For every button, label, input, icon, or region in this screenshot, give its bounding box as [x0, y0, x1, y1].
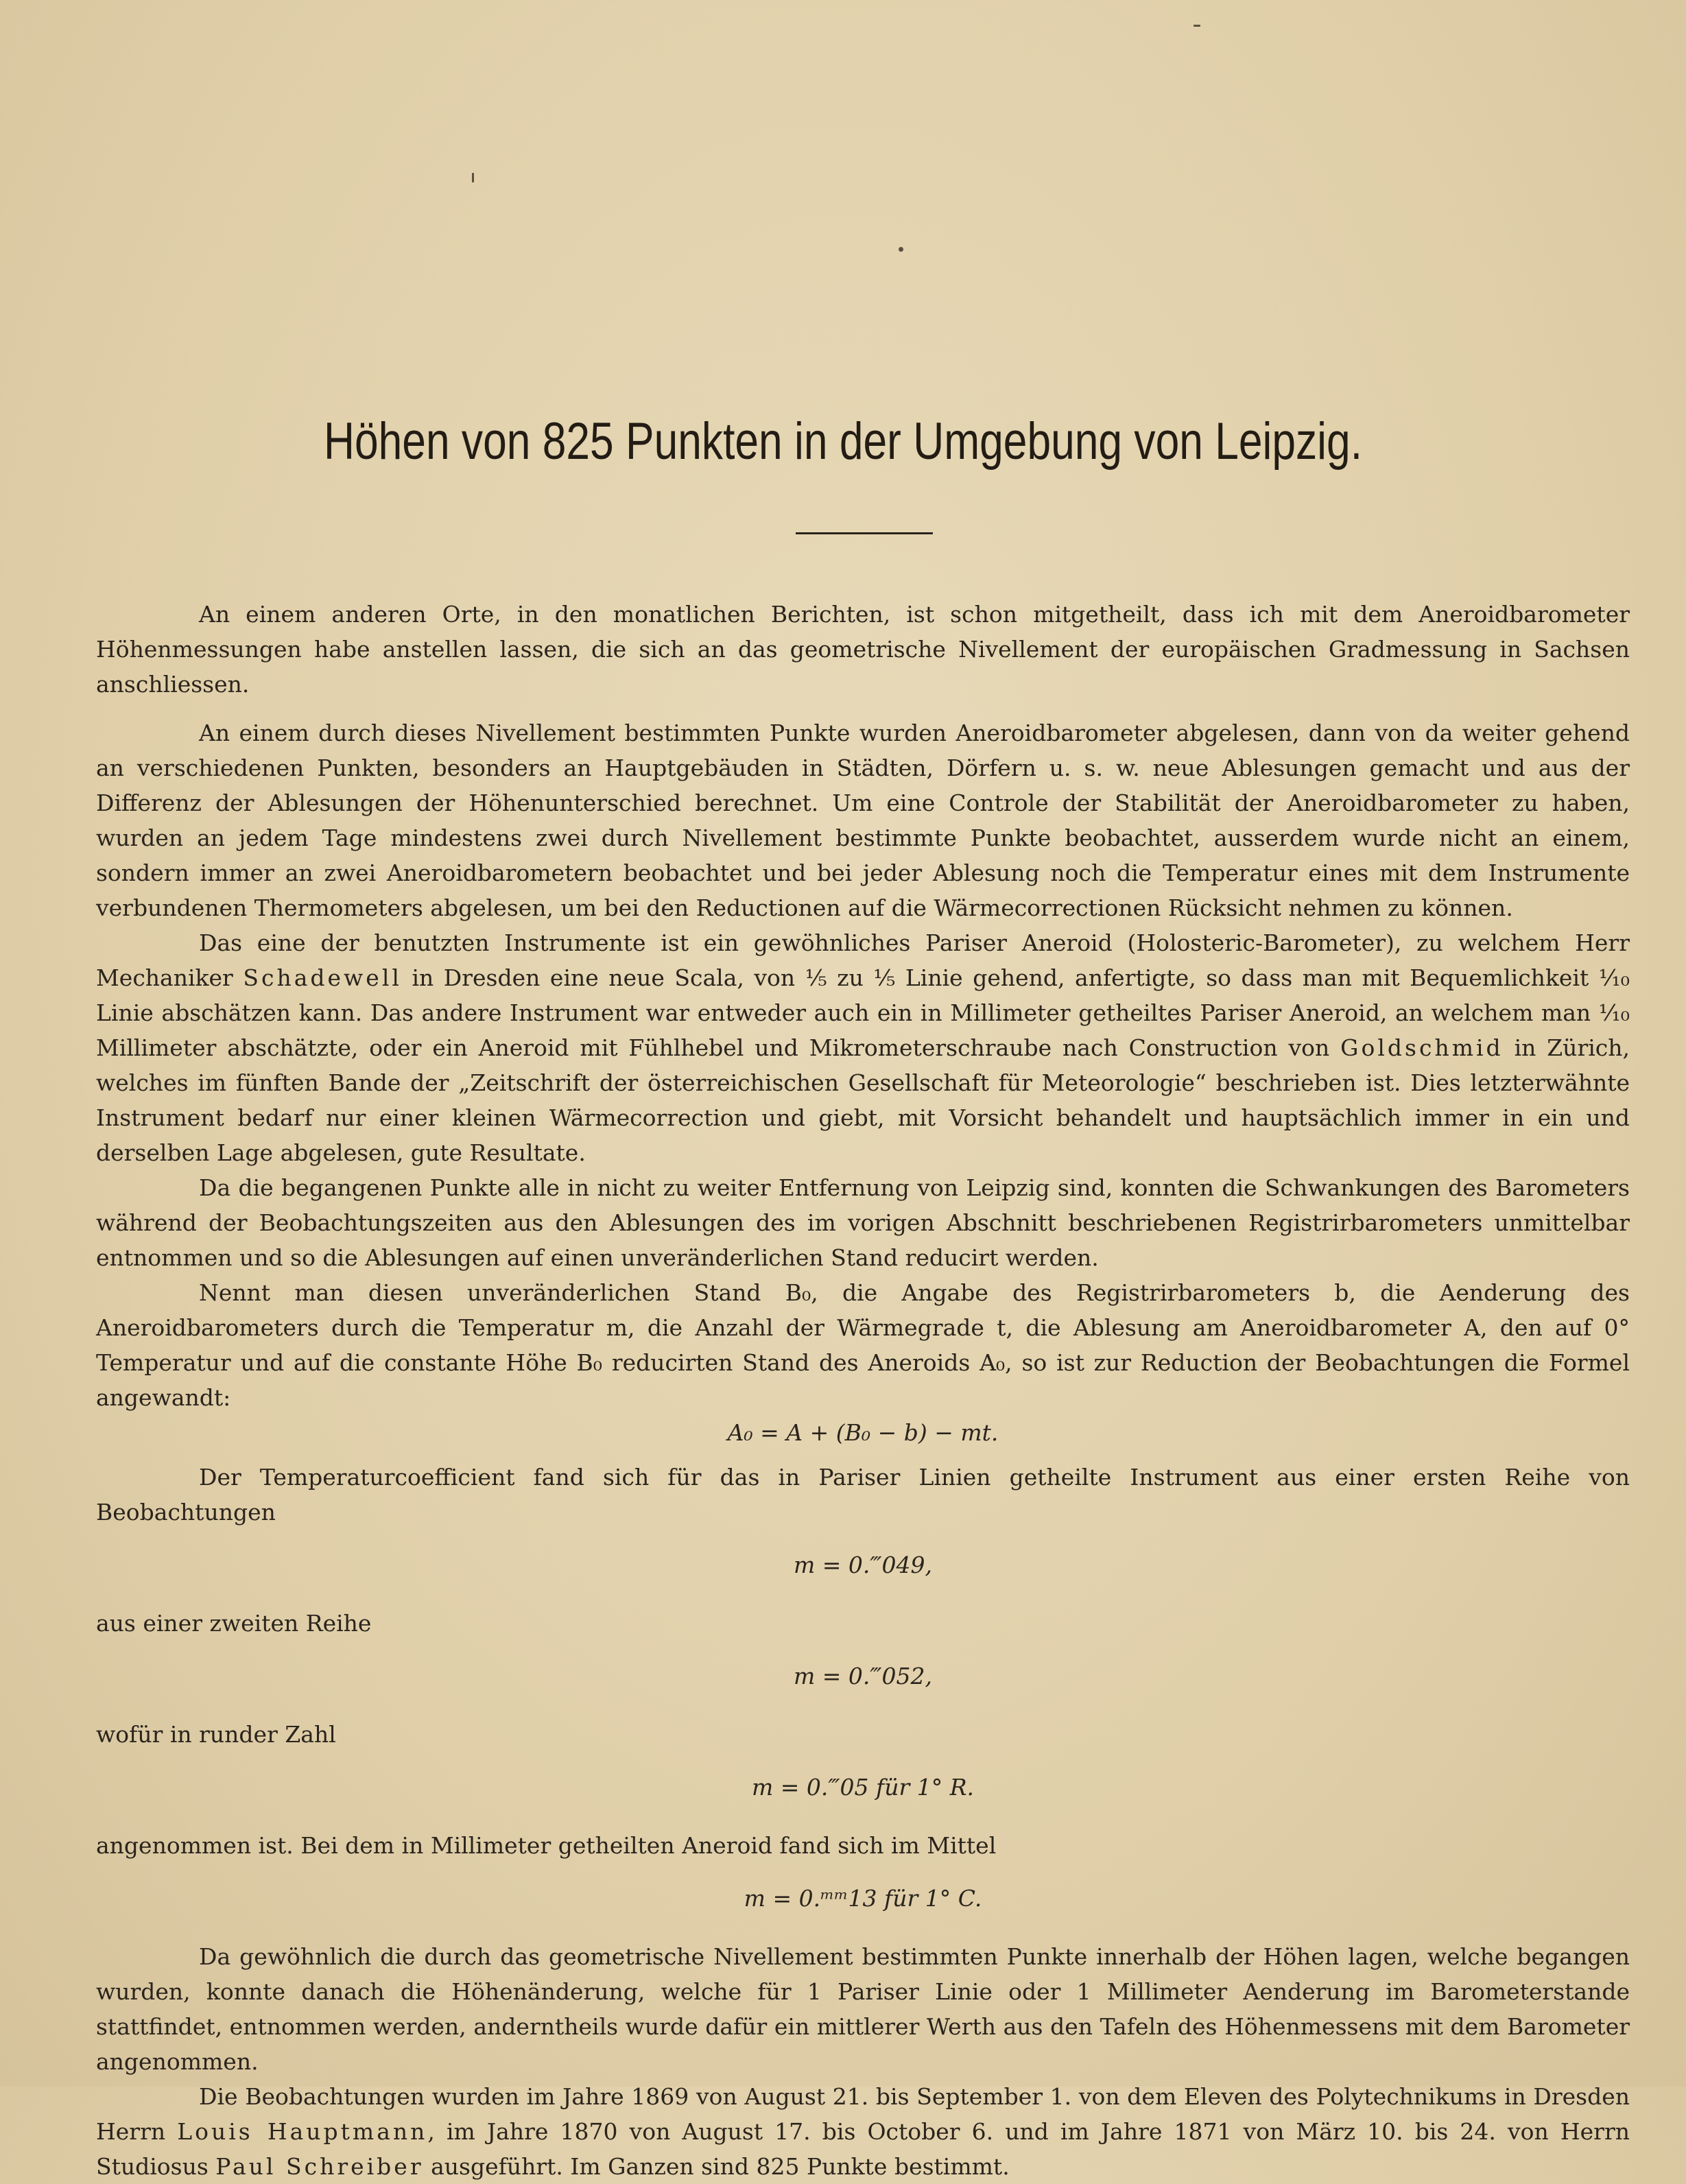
formula-coefficient-mm: m = 0.ᵐᵐ13 für 1° C.	[744, 1885, 982, 1912]
paragraph-5: Nennt man diesen unveränderlichen Stand B₀, die Angabe des Registrirbarometers b, die Aenderung des Aneroidbarometers durch die Temperatur m, die Anzahl der Wärmegrade t, die Ablesung am Aneroidbarometer A, den auf 0° Temperatur und auf die constante Höhe B₀ reducirten Stand des Aneroids A₀, so ist zur Reduction der Beobachtungen die Formel angewandt:	[96, 1279, 1630, 1411]
paragraph-1: An einem anderen Orte, in den monatlichen Berichten, ist schon mitgetheilt, dass ich mit dem Aneroidbarometer Höhenmessungen habe anstellen lassen, die sich an das geometrische Nivellement der europäischen Gradmessung in Sachsen anschliessen.	[96, 601, 1630, 698]
name-louis-hauptmann: Louis Hauptmann	[177, 2118, 428, 2145]
paragraph-3-text-c: in Zürich, welches im fünften Bande der „Zeitschrift der österreichischen Gesellschaft für Meteorologie“ beschrieben ist. Dies letzterwähnte Instrument bedarf nur einer kleinen Wärmecorrection und giebt, mit Vorsicht behandelt und hauptsächlich immer in ein und derselben Lage abgelesen, gute Resultate.	[96, 1034, 1630, 1166]
name-paul-schreiber: Paul Schreiber	[215, 2153, 424, 2180]
paragraph-3	[96, 925, 1630, 1170]
paragraph-4: Da die begangenen Punkte alle in nicht zu weiter Entfernung von Leipzig sind, konnten die Schwankungen des Barometers während der Beobachtungszeiten aus den Ablesungen des im vorigen Abschnitt beschriebenen Registrirbarometers unmittelbar entnommen und so die Ablesungen auf einen unveränderlichen Stand reducirt werden.	[96, 1174, 1630, 1271]
name-goldschmid: Goldschmid	[1340, 1034, 1504, 1061]
speck-mark	[472, 173, 474, 182]
paragraph-8: wofür in runder Zahl	[96, 1721, 336, 1748]
paragraph-11	[96, 2079, 1630, 2184]
paragraph-11-text-b: , im Jahre 1870 von August 17. bis October 6. und im Jahre 1871 von März 10. bis 24. von Herrn Studiosus	[96, 2118, 1630, 2180]
formula-coefficient-2: m = 0.‴052,	[793, 1663, 933, 1689]
page-title: Höhen von 825 Punkten in der Umgebung von Leipzig.	[323, 412, 1363, 471]
paragraph-11-text-c: ausgeführt. Im Ganzen sind 825 Punkte bestimmt.	[423, 2153, 1010, 2180]
name-schadewell: Schadewell	[243, 964, 402, 991]
paragraph-2: An einem durch dieses Nivellement bestimmten Punkte wurden Aneroidbarometer abgelesen, dann von da weiter gehend an verschiedenen Punkten, besonders an Hauptgebäuden in Städten, Dörfern u. s. w. neue Ablesungen gemacht und aus der Differenz der Ablesungen der Höhenunterschied berechnet. Um eine Controle der Stabilität der Aneroidbarometer zu haben, wurden an jedem Tage mindestens zwei durch Nivellement bestimmte Punkte beobachtet, ausserdem wurde nicht an einem, sondern immer an zwei Aneroidbarometern beobachtet und bei jeder Ablesung noch die Temperatur eines mit dem Instrumente verbundenen Thermometers abgelesen, um bei den Reductionen auf die Wärmecorrectionen Rücksicht nehmen zu können.	[96, 720, 1630, 921]
speck-mark	[899, 247, 903, 252]
formula-reduction: A₀ = A + (B₀ − b) − mt.	[727, 1419, 999, 1446]
title-divider	[796, 532, 933, 534]
paragraph-10: Da gewöhnlich die durch das geometrische Nivellement bestimmten Punkte innerhalb der Höhen lagen, welche begangen wurden, konnte danach die Höhenänderung, welche für 1 Pariser Linie oder 1 Millimeter Aenderung im Barometerstande stattfindet, entnommen werden, anderntheils wurde dafür ein mittlerer Werth aus den Tafeln des Höhenmessens mit dem Barometer angenommen.	[96, 1943, 1630, 2075]
paragraph-3-text-b: in Dresden eine neue Scala, von ⅕ zu ⅕ Linie gehend, anfertigte, so dass man mit Bequemlichkeit ⅒ Linie abschätzen kann. Das andere Instrument war entweder auch ein in Millimeter getheiltes Pariser Aneroid, an welchem man ⅒ Millimeter abschätzte, oder ein Aneroid mit Fühlhebel und Mikrometerschraube nach Construction von	[96, 964, 1630, 1061]
paragraph-3-text-a: Das eine der benutzten Instrumente ist ein gewöhnliches Pariser Aneroid (Holosteric-Barometer), zu welchem Herr Mechaniker	[96, 929, 1630, 991]
formula-coefficient-1: m = 0.‴049,	[793, 1552, 933, 1578]
paragraph-11-text-a: Die Beobachtungen wurden im Jahre 1869 von August 21. bis September 1. von dem Eleven des Polytechnikums in Dresden Herrn	[96, 2083, 1630, 2145]
speck-mark	[1194, 25, 1200, 27]
paragraph-6: Der Temperaturcoefficient fand sich für das in Pariser Linien getheilte Instrument aus einer ersten Reihe von Beobachtungen	[96, 1464, 1630, 1526]
formula-coefficient-round: m = 0.‴05 für 1° R.	[751, 1774, 975, 1801]
paragraph-7: aus einer zweiten Reihe	[96, 1610, 372, 1637]
paragraph-9: angenommen ist. Bei dem in Millimeter getheilten Aneroid fand sich im Mittel	[96, 1832, 997, 1859]
document-body	[96, 597, 1630, 2184]
